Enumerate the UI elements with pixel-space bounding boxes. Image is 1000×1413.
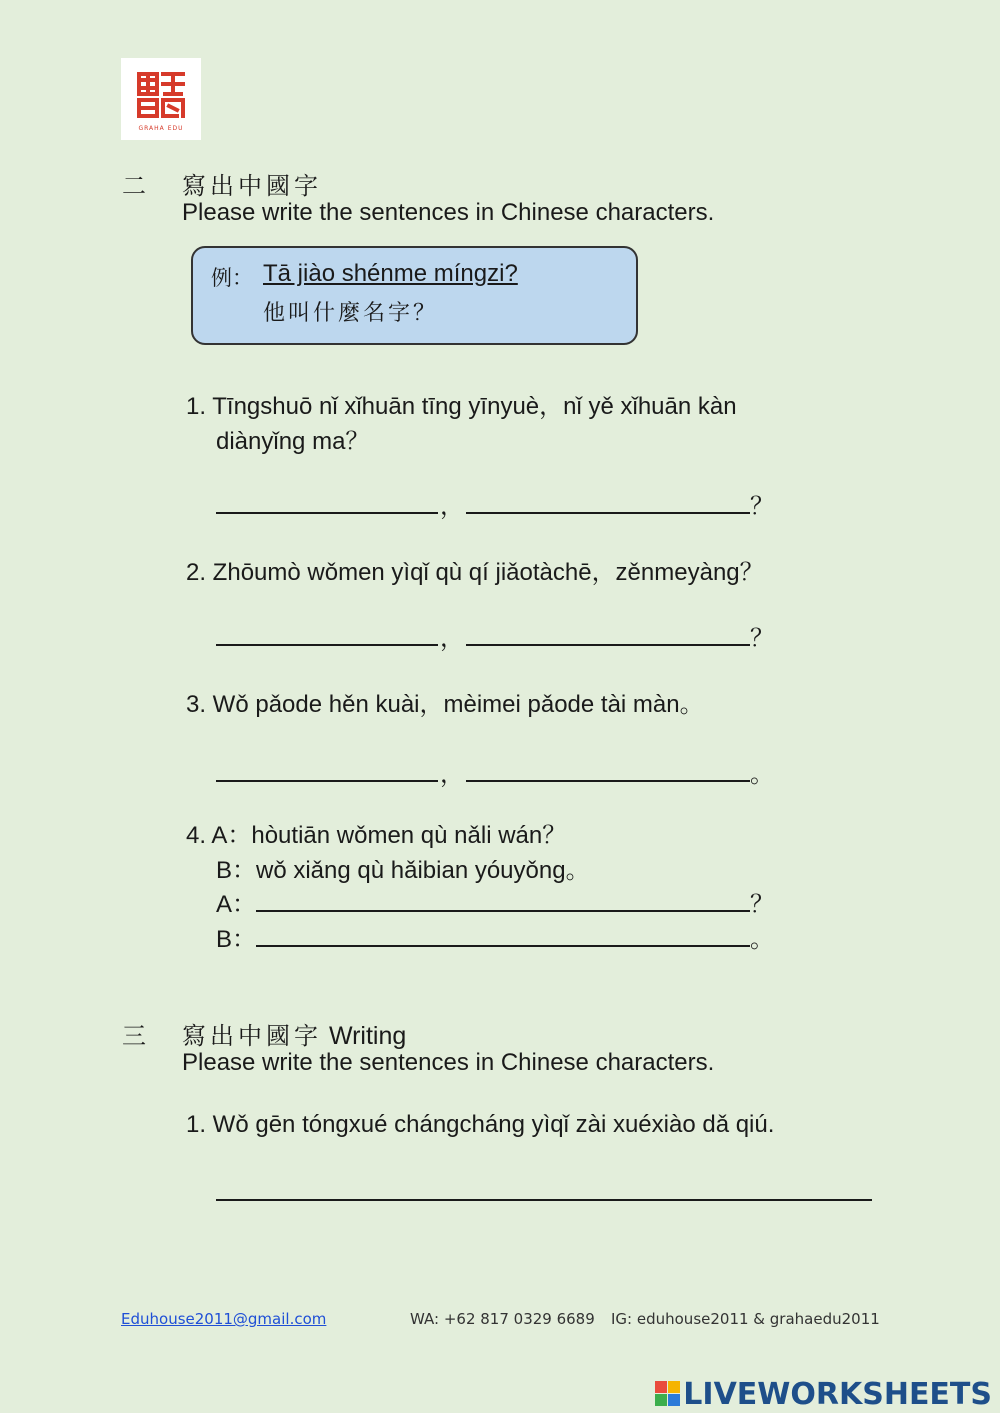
section-3-title-cn: 寫出中國字 (182, 1022, 322, 1050)
answer-input[interactable] (466, 488, 750, 514)
answer-input[interactable] (216, 756, 438, 782)
footer-ig: IG: eduhouse2011 & grahaedu2011 (611, 1310, 880, 1328)
logo (121, 58, 201, 140)
example-pinyin: Tā jiào shénme míngzi? (263, 260, 518, 287)
section-3-instruction: Please write the sentences in Chinese characters. (182, 1049, 715, 1076)
answer-input[interactable] (216, 620, 438, 646)
liveworksheets-brand (655, 1376, 992, 1412)
section-2-number: 二 (122, 172, 146, 200)
end-mark: ？ (750, 625, 774, 652)
question-4-line-b: B：wǒ xiǎng qù hǎibian yóuyǒng。 (216, 857, 590, 884)
liveworksheets-logo-icon (655, 1381, 681, 1407)
section-3-title-en: Writing (322, 1022, 407, 1050)
speaker-b-label: B： (216, 926, 257, 953)
speaker-a-label: A： (216, 891, 257, 918)
section-2-title: 寫出中國字 (182, 172, 322, 200)
question-2-text: 2. Zhōumò wǒmen yìqǐ qù qí jiǎotàchē，zěnmeyàng？ (186, 559, 764, 586)
answer-input[interactable] (256, 886, 750, 912)
end-mark: 。 (750, 761, 774, 788)
section-3-title (182, 1016, 406, 1051)
end-mark: 。 (750, 926, 775, 953)
answer-input[interactable] (466, 620, 750, 646)
brand-name: LIVEWORKSHEETS (683, 1376, 992, 1412)
footer (121, 1310, 326, 1328)
question-2-answer-row (216, 618, 774, 653)
section-2-instruction: Please write the sentences in Chinese characters. (182, 199, 715, 226)
answer-input[interactable] (216, 488, 438, 514)
question-4-answer-b (216, 919, 774, 954)
comma: ， (440, 493, 464, 520)
section-3-question-1: 1. Wǒ gēn tóngxué chángcháng yìqǐ zài xuéxiào dǎ qiú. (186, 1111, 775, 1138)
comma: ， (440, 761, 464, 788)
footer-wa: WA: +62 817 0329 6689 (410, 1310, 595, 1328)
svg-text:GRAHA EDU: GRAHA EDU (138, 125, 184, 132)
question-4-answer-a (216, 884, 774, 919)
question-1-answer-row (216, 486, 774, 521)
question-1-text-cont: diànyǐng ma？ (216, 428, 370, 455)
comma: ， (440, 625, 464, 652)
email-link[interactable]: Eduhouse2011@gmail.com (121, 1310, 327, 1328)
answer-input[interactable] (466, 756, 750, 782)
example-box (191, 246, 638, 345)
end-mark: ？ (750, 493, 774, 520)
question-3-text: 3. Wǒ pǎode hěn kuài，mèimei pǎode tài màn。 (186, 691, 704, 718)
seal-logo-icon (121, 58, 201, 140)
end-mark: ？ (750, 891, 775, 918)
example-label: 例： (211, 266, 253, 290)
answer-input[interactable] (256, 921, 750, 947)
section-3-number: 三 (122, 1022, 146, 1050)
question-1-text: 1. Tīngshuō nǐ xǐhuān tīng yīnyuè，nǐ yě xǐhuān kàn (186, 393, 737, 420)
question-3-answer-row (216, 754, 774, 789)
question-4-line-a: 4. A：hòutiān wǒmen qù nǎli wán？ (186, 822, 567, 849)
example-chars: 他叫什麼名字？ (263, 301, 439, 326)
section-3-answer-input[interactable] (216, 1175, 872, 1201)
